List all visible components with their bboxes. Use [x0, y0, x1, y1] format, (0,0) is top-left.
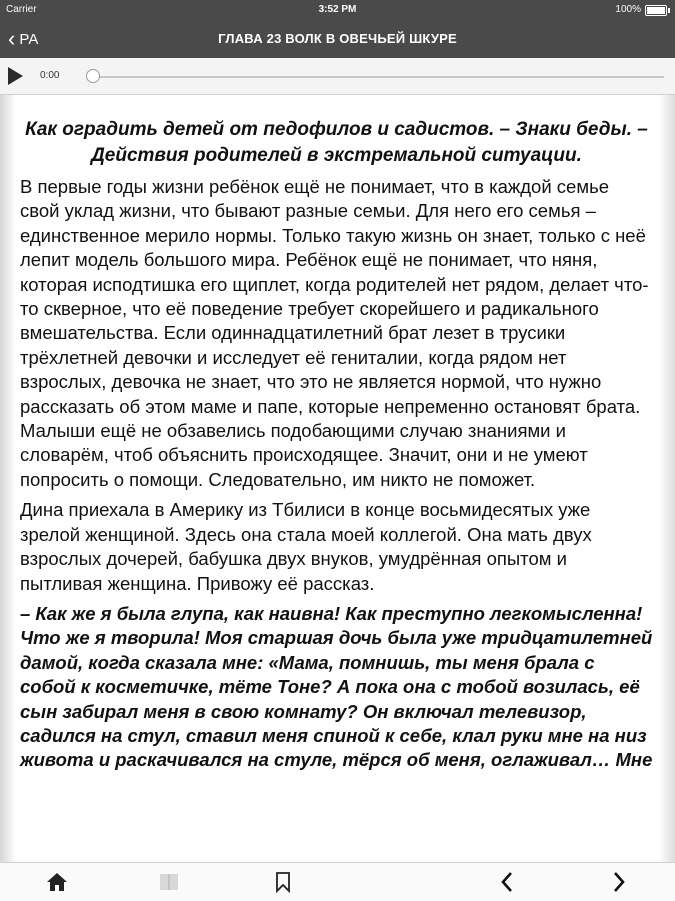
playback-time: 0:00	[40, 70, 60, 81]
battery-percent: 100%	[615, 4, 641, 15]
audio-player	[0, 58, 675, 95]
paragraph: Дина приехала в Америку из Тбилиси в конце восьмидесятых уже зрелой женщиной. Здесь она стала моей коллегой. Она мать двух взрослых дочерей, бабушка двух внуков, умудрённая опытом и пытливая женщина. Привожу её рассказ.	[20, 499, 592, 594]
chevron-right-icon	[611, 871, 627, 893]
play-icon[interactable]	[8, 67, 23, 85]
back-button-label: РА	[19, 30, 39, 48]
bookmark-button[interactable]	[270, 870, 296, 894]
section-heading: Как оградить детей от педофилов и садистов. – Знаки беды. – Действия родителей в экстремальной ситуации.	[25, 119, 648, 166]
chapter-title: ГЛАВА 23 ВОЛК В ОВЕЧЬЕЙ ШКУРЕ	[218, 31, 457, 46]
home-icon	[46, 872, 68, 892]
paragraph: В первые годы жизни ребёнок ещё не понимает, что в каждой семье свой уклад жизни, что бывают разные семьи. Для него его семья – единственное мерило нормы. Только такую жизнь он знает, только с неё лепит модель большого мира. Ребёнок ещё не понимает, что няня, которая исподтишка его щиплет, когда родителей нет рядом, делает что-то скверное, что её поведение требует скорейшего и радикального вмешательства. Если одиннадцатилетний брат лезет в трусики трёхлетней девочки и исследует её гениталии, когда рядом нет взрослых, девочка не знает, что это не является нормой, что нужно рассказать об этом маме и папе, которые непременно остановят брата. Малыши ещё не обзавелись подобающими случаю знаниями и словарём, чтоб объяснить происходящее. Значит, они и не умеют попросить о помощи. Следовательно, им никто не поможет.	[20, 176, 649, 490]
prev-page-button[interactable]	[494, 870, 520, 894]
chevron-left-icon: ‹	[8, 26, 16, 51]
nav-bar	[0, 20, 675, 58]
book-icon	[158, 872, 180, 892]
next-page-button[interactable]	[606, 870, 632, 894]
status-bar	[0, 0, 675, 20]
bookmark-icon	[274, 871, 292, 893]
contents-button[interactable]	[156, 870, 182, 894]
bottom-toolbar	[0, 862, 675, 901]
status-time: 3:52 PM	[318, 4, 357, 15]
carrier-label: Carrier	[6, 4, 37, 15]
chevron-left-icon	[499, 871, 515, 893]
home-button[interactable]	[44, 870, 70, 894]
battery-icon	[645, 5, 667, 16]
progress-track[interactable]	[92, 76, 664, 78]
reader-content[interactable]	[0, 95, 675, 863]
paragraph-quote: – Как же я была глупа, как наивна! Как преступно легкомысленна! Что же я творила! Моя старшая дочь была уже тридцатилетней дамой, когда сказала мне: «Мама, помнишь, ты меня брала с собой к косметичке, тёте Тоне? А пока она с тобой возилась, её сын забирал меня в свою комнату? Он включал телевизор, садился на стул, ставил меня спиной к себе, клал руки мне на низ живота и раскачивался на стуле, тёрся об меня, оглаживал… Мне	[20, 602, 653, 771]
progress-knob[interactable]	[86, 69, 100, 83]
